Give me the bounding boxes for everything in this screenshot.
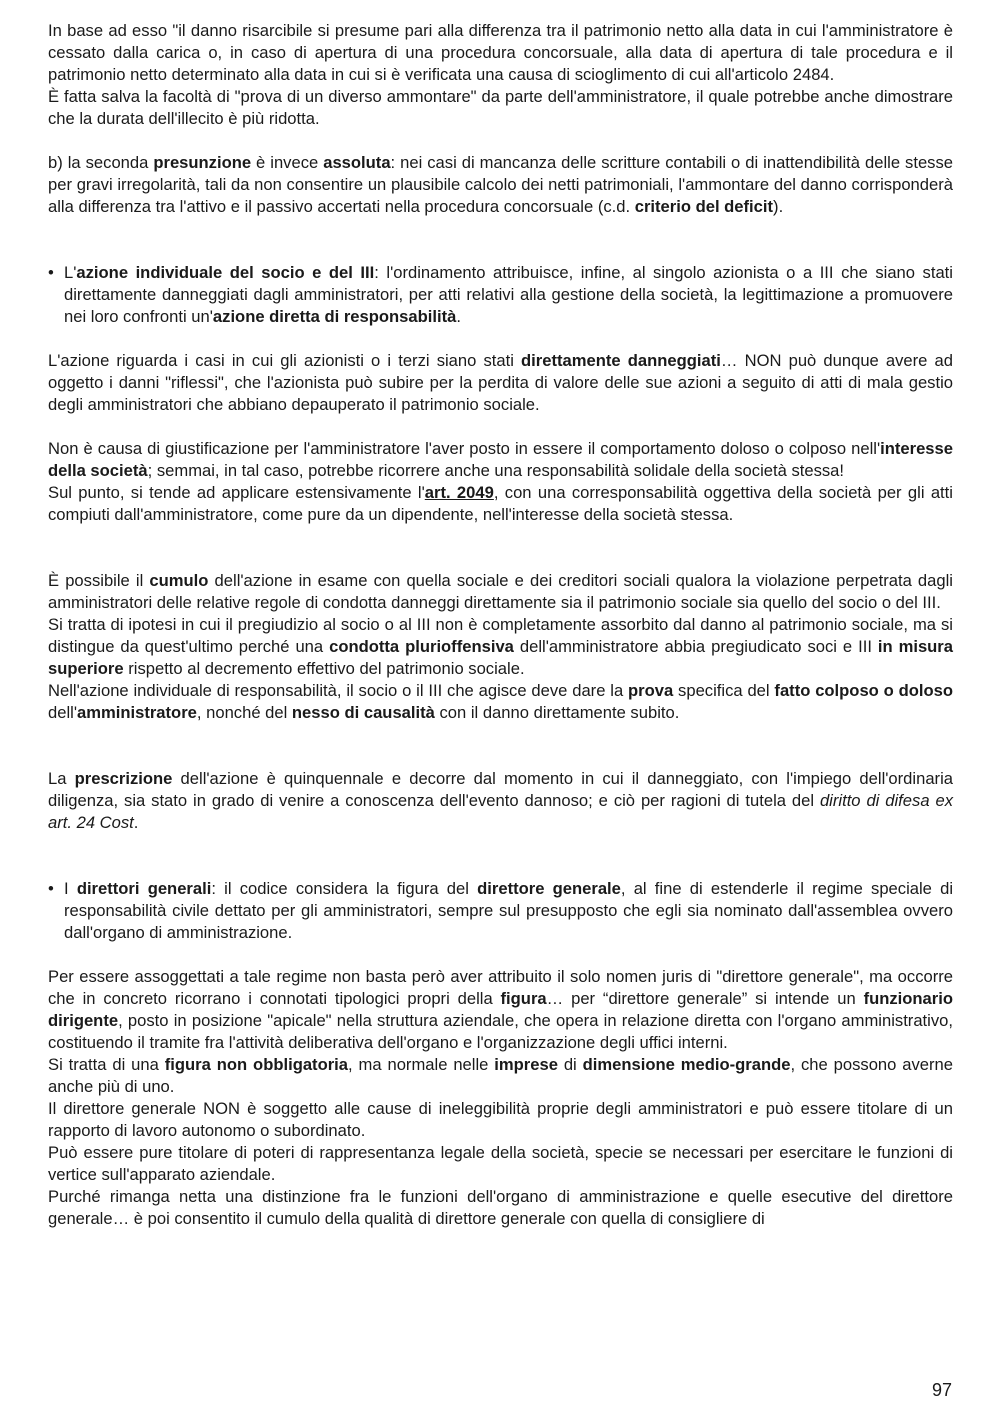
- bullet-direttori-generali: • I direttori generali: il codice considera la figura del direttore generale, al fine di estenderle il regime speciale di responsabilità civile dettato per gli amministratori, sempre sul presupposto che egli sia nominato dall'assemblea ovvero dall'organo di amministrazione.: [48, 879, 954, 942]
- bullet-azione-individuale: • L'azione individuale del socio e del III: l'ordinamento attribuisce, infine, al singolo azionista o a III che siano stati direttamente danneggiati dagli amministratori, per atti relativi alla gestione della società, la legittimazione a promuovere nei loro confronti un'azione diretta di responsabilità.: [48, 263, 953, 326]
- paragraph-causa-giustificazione: Non è causa di giustificazione per l'amministratore l'aver posto in essere il comportamento doloso o colposo nell'interesse della società; semmai, in tal caso, potrebbe ricorrere anche una responsabilità solidale della società stessa!: [48, 439, 953, 480]
- paragraph-figura-non-obbligatoria: Si tratta di una figura non obbligatoria, ma normale nelle imprese di dimensione medio-grande, che possono averne anche più di uno.: [48, 1055, 954, 1096]
- paragraph-rappresentanza-legale: Può essere pure titolare di poteri di rappresentanza legale della società, specie se necessari per esercitare le funzioni di vertice sull'apparato aziendale.: [48, 1143, 953, 1184]
- bullet-icon: •: [48, 263, 54, 282]
- paragraph-nomen-juris: Per essere assoggettati a tale regime non basta però aver attribuito il solo nomen juris di "direttore generale", ma occorre che in concreto ricorrano i connotati tipologici propri della figura… per “direttore generale” si intende un funzionario dirigente, posto in posizione "apicale" nella struttura aziendale, che opera in relazione diretta con l'organo amministrativo, costituendo il tramite fra l'attività deliberativa dell'organo e l'organizzazione degli uffici interni.: [48, 967, 953, 1052]
- document-body: [48, 20, 953, 1230]
- paragraph-cumulo-qualita: Purché rimanga netta una distinzione fra le funzioni dell'organo di amministrazione e quelle esecutive del direttore generale… è poi consentito il cumulo della qualità di direttore generale con quella di consigliere di: [48, 1187, 953, 1228]
- art-2049-link[interactable]: art. 2049: [424, 483, 494, 502]
- paragraph-ineleggibilita: Il direttore generale NON è soggetto alle cause di ineleggibilità proprie degli amministratori e può essere titolare di un rapporto di lavoro autonomo o subordinato.: [48, 1099, 953, 1140]
- paragraph-prova-diverso-ammontare: È fatta salva la facoltà di "prova di un diverso ammontare" da parte dell'amministratore, il quale potrebbe anche dimostrare che la durata dell'illecito è più ridotta.: [48, 87, 953, 128]
- paragraph-cumulo: È possibile il cumulo dell'azione in esame con quella sociale e dei creditori sociali qualora la violazione perpetrata dagli amministratori delle relative regole di condotta danneggi direttamente sia il patrimonio sociale sia quello del socio o del III.: [48, 571, 953, 612]
- paragraph-presunzione-assoluta: b) la seconda presunzione è invece assoluta: nei casi di mancanza delle scritture contabili o di inattendibilità delle stesse per gravi irregolarità, tali da non consentire un plausibile calcolo dei netti patrimoniali, l'ammontare del danno corrisponderà alla differenza tra l'attivo e il passivo accertati nella procedura concorsuale (c.d. criterio del deficit).: [48, 153, 953, 216]
- paragraph-pregiudizio: Si tratta di ipotesi in cui il pregiudizio al socio o al III non è completamente assorbito dal danno al patrimonio sociale, ma si distingue da quest'ultimo perché una condotta plurioffensiva dell'amministratore abbia pregiudicato soci e III in misura superiore rispetto al decremento effettivo del patrimonio sociale.: [48, 615, 953, 678]
- paragraph-prescrizione: La prescrizione dell'azione è quinquennale e decorre dal momento in cui il danneggiato, con l'impiego dell'ordinaria diligenza, sia stato in grado di venire a conoscenza dell'evento dannoso; e ciò per ragioni di tutela del diritto di difesa ex art. 24 Cost.: [48, 769, 953, 832]
- page-number: 97: [931, 1380, 952, 1400]
- paragraph-art-2049: Sul punto, si tende ad applicare estensivamente l'art. 2049, con una corresponsabilità oggettiva della società per gli atti compiuti dall'amministratore, come pure da un dipendente, nell'interesse della società stessa.: [48, 483, 953, 524]
- paragraph-direttamente-danneggiati: L'azione riguarda i casi in cui gli azionisti o i terzi siano stati direttamente danneggiati… NON può dunque avere ad oggetto i danni "riflessi", che l'azionista può subire per la perdita di valore delle sue azioni a seguito di atti di mala gestio degli amministratori che abbiano depauperato il patrimonio sociale.: [48, 351, 953, 414]
- paragraph-prova-specifica: Nell'azione individuale di responsabilità, il socio o il III che agisce deve dare la prova specifica del fatto colposo o doloso dell'amministratore, nonché del nesso di causalità con il danno direttamente subito.: [48, 681, 953, 722]
- bullet-icon: •: [48, 879, 54, 898]
- paragraph-danno-risarcibile: In base ad esso "il danno risarcibile si presume pari alla differenza tra il patrimonio netto alla data in cui l'amministratore è cessato dalla carica o, in caso di apertura di una procedura concorsuale, alla data di apertura di tale procedura e il patrimonio netto determinato alla data in cui si è verificata una causa di scioglimento di cui all'articolo 2484.: [48, 21, 953, 84]
